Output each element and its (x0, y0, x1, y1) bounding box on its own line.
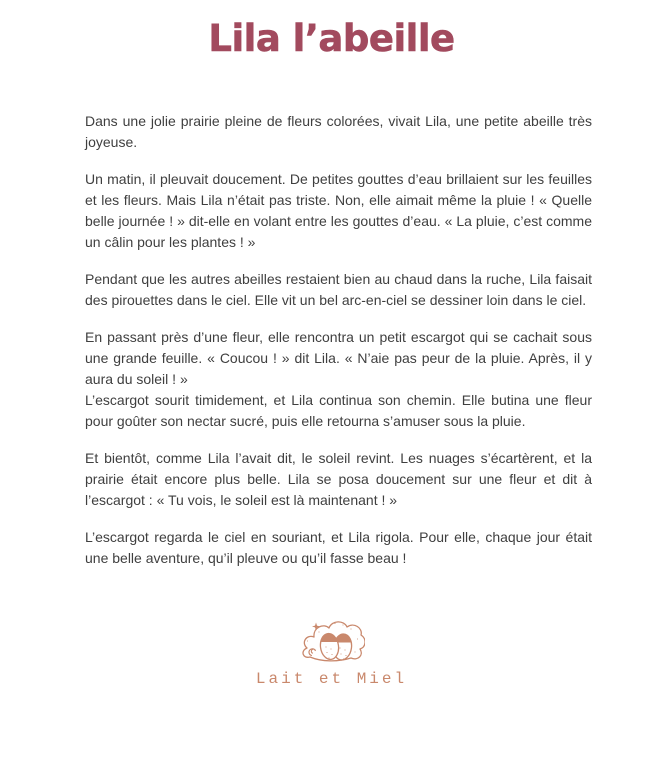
page-title: Lila l’abeille (208, 17, 455, 60)
story-paragraph: Pendant que les autres abeilles restaient bien au chaud dans la ruche, Lila faisait des pirouettes dans le ciel. Elle vit un bel arc-en-ciel se dessiner loin dans le ciel. (85, 271, 592, 308)
story-paragraph: Un matin, il pleuvait doucement. De petites gouttes d’eau brillaient sur les feuilles et les fleurs. Mais Lila n’était pas triste. Non, elle aimait même la pluie ! « Quelle belle journée ! » dit-elle en volant entre les gouttes d’eau. « La pluie, c’est comme un câlin pour les plantes ! » (85, 171, 592, 250)
brand-footer (0, 617, 663, 688)
story-paragraph: Et bientôt, comme Lila l’avait dit, le soleil revint. Les nuages s’écartèrent, et la prairie était encore plus belle. Lila se posa doucement sur une fleur et dit à l’escargot : « Tu vois, le soleil est là maintenant ! » (85, 450, 592, 508)
cloud-with-two-bees-icon (299, 617, 365, 665)
story-paragraph: L’escargot sourit timidement, et Lila continua son chemin. Elle butina une fleur pour goûter son nectar sucré, puis elle retourna s’amuser sous la pluie. (85, 392, 592, 429)
story-body (85, 111, 592, 569)
story-paragraph: L’escargot regarda le ciel en souriant, et Lila rigola. Pour elle, chaque jour était une belle aventure, qu’il pleuve ou qu’il fasse beau ! (85, 529, 592, 566)
brand-name: Lait et Miel (255, 670, 408, 688)
story-paragraph: En passant près d’une fleur, elle rencontra un petit escargot qui se cachait sous une grande feuille. « Coucou ! » dit Lila. « N’aie pas peur de la pluie. Après, il y aura du soleil ! » (85, 329, 592, 387)
story-paragraph: Dans une jolie prairie pleine de fleurs colorées, vivait Lila, une petite abeille très joyeuse. (85, 113, 592, 150)
